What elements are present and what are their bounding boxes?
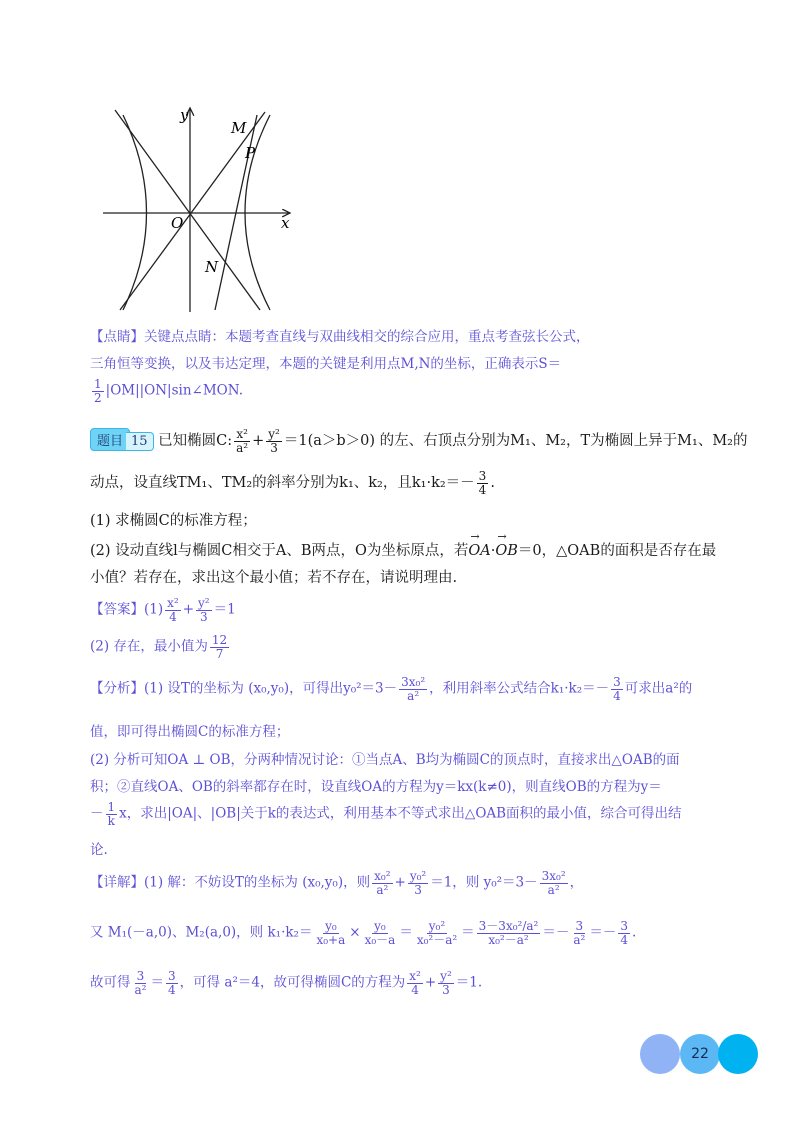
problem-number: 15 [126,432,154,451]
problem-tag: 题目 [90,428,130,451]
answer-1: 【答案】(1) $\frac{\text{x²}}{4}$ + $\frac{\text{y²}}{3}$ ＝1 [90,596,236,624]
analysis-line2: 值，即可得出椭圆C的标准方程； [90,724,290,740]
detail-line2: 又 M₁(－a,0)、M₂(a,0)，则 k₁·k₂＝ $\frac{\text{y₀}}{\text{x₀+a}}$ × $\frac{\text{y₀}}{\text{x₀－a}}$ ＝ $\frac{\text{y₀²}}{\text{x₀²－a²}}$ ＝ $\frac{\text{3－3x₀²/a²}}{\text{x₀²－a²}}$ ＝－ $\frac{3}{\text{a²}}$ ＝－ $\frac{3}{4}$ . [90,919,637,947]
svg-text:O: O [171,214,184,232]
analysis-line4: 积；②直线OA、OB的斜率都存在时，设直线OA的方程为y＝kx(k≠0)，则直线OB的方程为y＝ [90,779,662,795]
question-2: (2) 设动直线l与椭圆C相交于A、B两点，O为坐标原点，若→ OA·→ OB＝0，△OAB的面积是否存在最 [90,539,730,560]
svg-text:M: M [231,119,247,137]
problem-line1: 题目 15 已知椭圆C: $\frac{\text{x²}}{\text{a²}}$ + $\frac{\text{y²}}{3}$ ＝1(a＞b＞0) 的左、右顶点分别为M₁、M₂，T为椭圆上异于M₁、M₂的 [90,428,730,454]
problem-line2: 动点，设直线TM₁、TM₂的斜率分别为k₁、k₂，且k₁·k₂＝－ $\frac{3}{4}$ . [90,469,495,497]
svg-text:P: P [245,144,256,162]
hyperbola-figure [95,100,295,315]
page-number-badge [640,1034,760,1076]
svg-text:N: N [205,258,219,276]
question-2-line2: 小值？若存在，求出这个最小值；若不存在，请说明理由. [90,570,458,586]
detail-line1: 【详解】(1) 解：不妨设T的坐标为 (x₀,y₀)，则 $\frac{\text{x₀²}}{\text{a²}}$ + $\frac{\text{y₀²}}{3}$ ＝1，则 y₀²＝3－ $\frac{\text{3x₀²}}{\text{a²}}$ ， [90,869,584,897]
svg-text:x: x [281,214,290,232]
detail-line3: 故可得 $\frac{3}{\text{a²}}$ ＝ $\frac{3}{4}$ ，可得 a²＝4，故可得椭圆C的方程为 $\frac{\text{x²}}{4}$ + $\frac{\text{y²}}{3}$ ＝1. [90,969,483,997]
analysis-line1: 【分析】(1) 设T的坐标为 (x₀,y₀)，可得出y₀²＝3－ $\frac{\text{3x₀²}}{\text{a²}}$ ，利用斜率公式结合k₁·k₂＝－ $\frac{3}{4}$ 可求出a²的 [90,675,693,703]
answer-2: (2) 存在，最小值为 $\frac{12}{7}$ [90,633,228,661]
question-1: (1) 求椭圆C的标准方程； [90,513,257,529]
page-number: 22 [680,1034,720,1074]
dianjing-line3: $\frac{1}{2}$ |OM||ON|sin∠MON. [94,377,243,405]
analysis-line3: (2) 分析可知OA ⊥ OB，分两种情况讨论：①当点A、B均为椭圆C的顶点时，直接求出△OAB的面 [90,752,680,768]
dianjing-line1: 【点睛】关键点点睛：本题考查直线与双曲线相交的综合应用，重点考查弦长公式， [90,329,590,345]
svg-text:y: y [180,106,189,124]
analysis-line5: － $\frac{1}{k}$ x，求出|OA|、|OB|关于k的表达式，利用基本不等式求出△OAB面积的最小值，综合可得出结 [90,800,682,828]
dianjing-line2: 三角恒等变换，以及韦达定理，本题的关键是利用点M,N的坐标，正确表示S＝ [90,356,562,372]
analysis-line6: 论. [90,842,108,858]
